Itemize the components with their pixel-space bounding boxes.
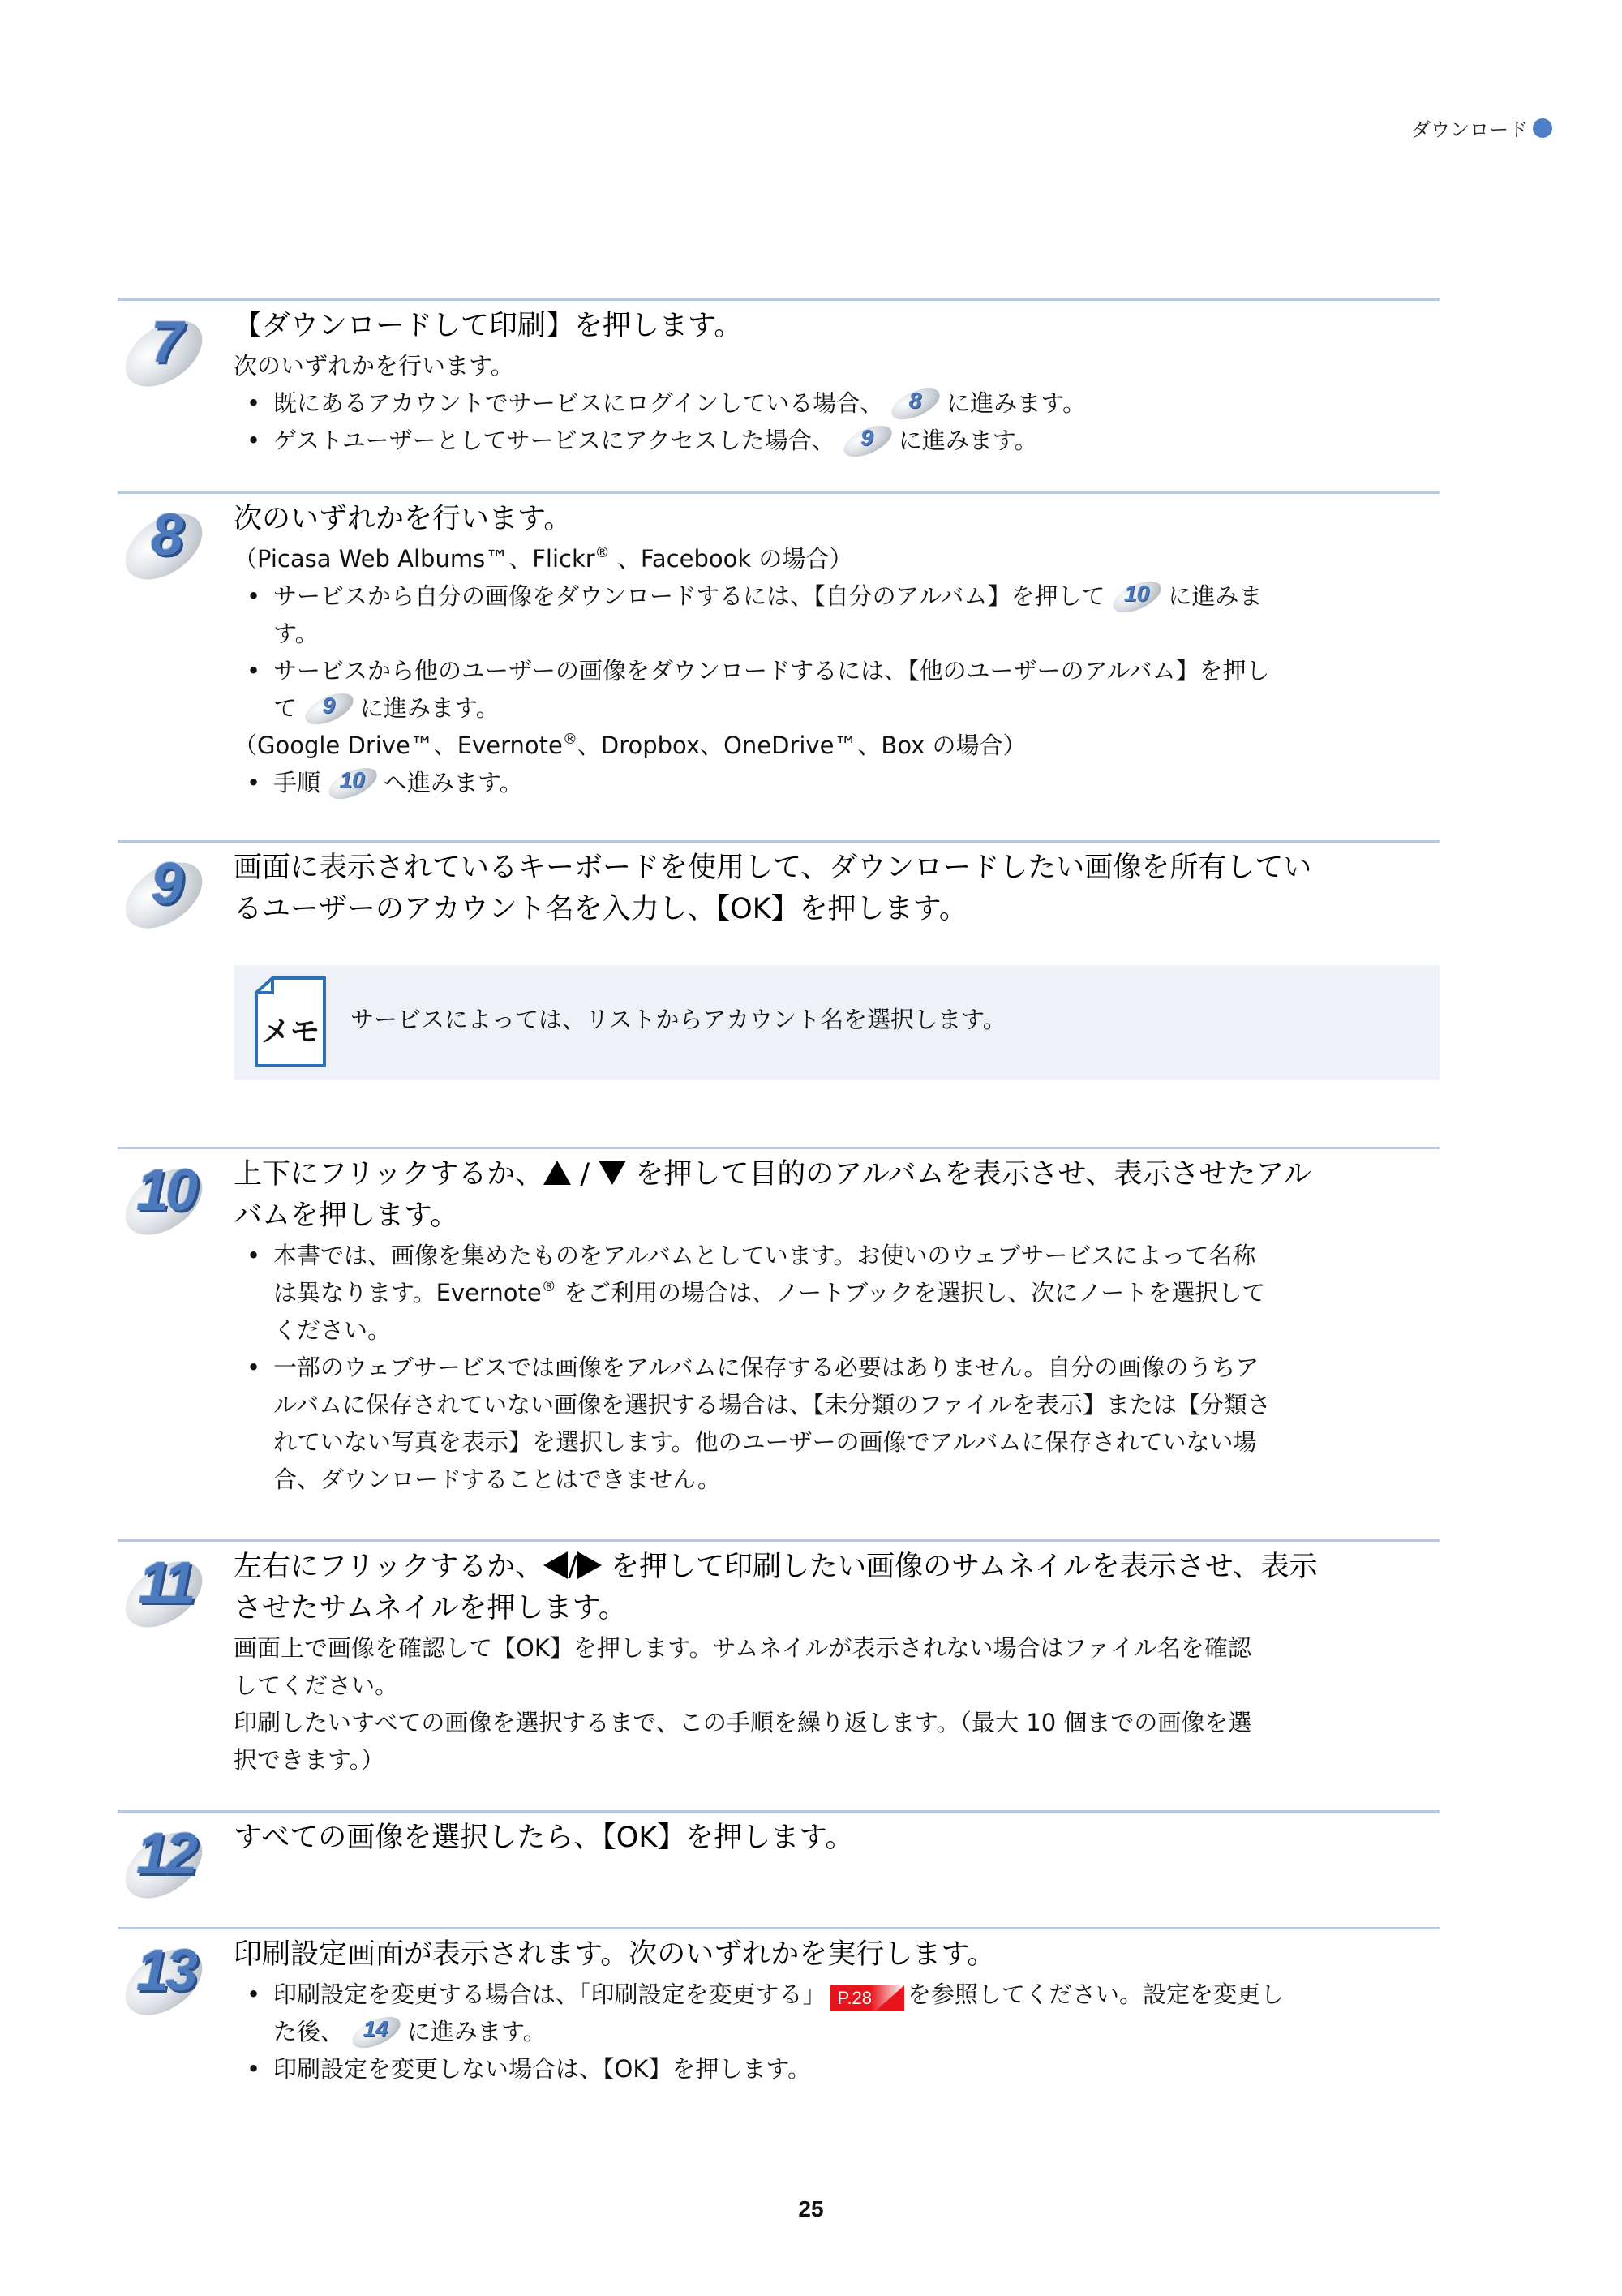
list-item: • 既にあるアカウントでサービスにログインしている場合、 8 に進みます。 [234, 384, 1440, 422]
memo-icon [253, 976, 328, 1069]
step-11 [118, 1539, 1440, 1774]
list-item: • ゲストユーザーとしてサービスにアクセスした場合、 9 に進みます。 [234, 422, 1440, 459]
step-paragraph: 印刷したいすべての画像を選択するまで、この手順を繰り返します。（最大 10 個までの画像を選 択できます。） [234, 1709, 1252, 1774]
left-arrow-icon[interactable] [543, 1551, 568, 1579]
step-9 [118, 840, 1440, 925]
memo-text: サービスによっては、リストからアカウント名を選択します。 [350, 1006, 1006, 1033]
step-title: 上下にフリックするか、 / を押して目的のアルバムを表示させ、表示させたアル バムを押します。 [234, 1158, 1312, 1232]
page-reference-link[interactable]: P.28 [830, 1985, 904, 2011]
step-title: すべての画像を選択したら、【OK】を押します。 [234, 1822, 854, 1854]
step-intro: 次のいずれかを行います。 [234, 352, 514, 380]
step-number: 8 [150, 503, 181, 568]
step-number: 7 [150, 310, 181, 375]
step-title: 画面に表示されているキーボードを使用して、ダウンロードしたい画像を所有してい るユーザーのアカウント名を入力し、【OK】を押します。 [234, 852, 1312, 925]
step-7 [118, 298, 1440, 454]
list-item: • 印刷設定を変更しない場合は、【OK】を押します。 [234, 2050, 1440, 2088]
list-item: • 印刷設定を変更する場合は、「印刷設定を変更する」 P.28 を参照してください。設定を変更し た後、 14 に進みます。 [234, 1976, 1440, 2050]
step-ref-icon[interactable]: 10 [1106, 580, 1166, 611]
step-title: 【ダウンロードして印刷】を押します。 [234, 310, 743, 342]
step-number: 11 [138, 1551, 193, 1616]
step-13 [118, 1927, 1440, 2083]
list-item: • 手順 10 へ進みます。 [234, 764, 1440, 801]
page-number: 25 [798, 2196, 824, 2221]
down-arrow-icon[interactable] [599, 1161, 626, 1185]
section-title: ダウンロード [1411, 118, 1528, 141]
step-ref-icon[interactable]: 9 [298, 692, 358, 723]
section-dot-icon [1533, 118, 1552, 138]
up-arrow-icon[interactable] [543, 1161, 571, 1185]
step-ref-icon[interactable]: 14 [345, 2015, 406, 2046]
step-number: 13 [135, 1938, 195, 2003]
page-reference-arrow-icon [875, 1985, 904, 2011]
step-12 [118, 1810, 1440, 1886]
step-paragraph: 画面上で画像を確認して【OK】を押します。サムネイルが表示されない場合はファイル名を確認 してください。 [234, 1634, 1251, 1699]
step-10 [118, 1147, 1440, 1493]
right-arrow-icon[interactable] [577, 1551, 602, 1579]
step-number: 9 [150, 852, 181, 916]
step-8 [118, 491, 1440, 796]
step-ref-icon[interactable]: 10 [322, 766, 382, 797]
step-number: 10 [135, 1158, 195, 1223]
service-group-label: （Google Drive™、Evernote®、Dropbox、OneDrive™、Box の場合） [234, 731, 1027, 759]
section-header [1411, 114, 1552, 142]
step-title: 印刷設定画面が表示されます。次のいずれかを実行します。 [234, 1938, 996, 1971]
list-item: • サービスから他のユーザーの画像をダウンロードするには、【他のユーザーのアルバム】を押し て 9 に進みます。 [234, 652, 1440, 727]
step-title: 次のいずれかを行います。 [234, 503, 573, 535]
step-title: 左右にフリックするか、 / を押して印刷したい画像のサムネイルを表示させ、表示 させたサムネイルを押します。 [234, 1551, 1318, 1624]
list-item: • 本書では、画像を集めたものをアルバムとしています。お使いのウェブサービスによって名称 は異なります。Evernote® をご利用の場合は、ノートブックを選択し、次にノートを選択して ください。 [234, 1237, 1440, 1349]
list-item: • 一部のウェブサービスでは画像をアルバムに保存する必要はありません。自分の画像のうちア ルバムに保存されていない画像を選択する場合は、【未分類のファイルを表示】または【分類さ れていない写真を表示】を選択します。他のユーザーの画像でアルバムに保存されていない場 合、ダウンロードすることはできません。 [234, 1349, 1440, 1498]
memo-box [234, 965, 1440, 1080]
list-item: • サービスから自分の画像をダウンロードするには、【自分のアルバム】を押して 10 に進みま す。 [234, 577, 1440, 652]
step-ref-icon[interactable]: 8 [885, 387, 945, 418]
step-number: 12 [135, 1822, 195, 1886]
memo-label: メモ [260, 1015, 320, 1049]
step-ref-icon[interactable]: 9 [837, 424, 897, 455]
service-group-label: （Picasa Web Albums™、Flickr® 、Facebook の場合） [234, 544, 853, 573]
